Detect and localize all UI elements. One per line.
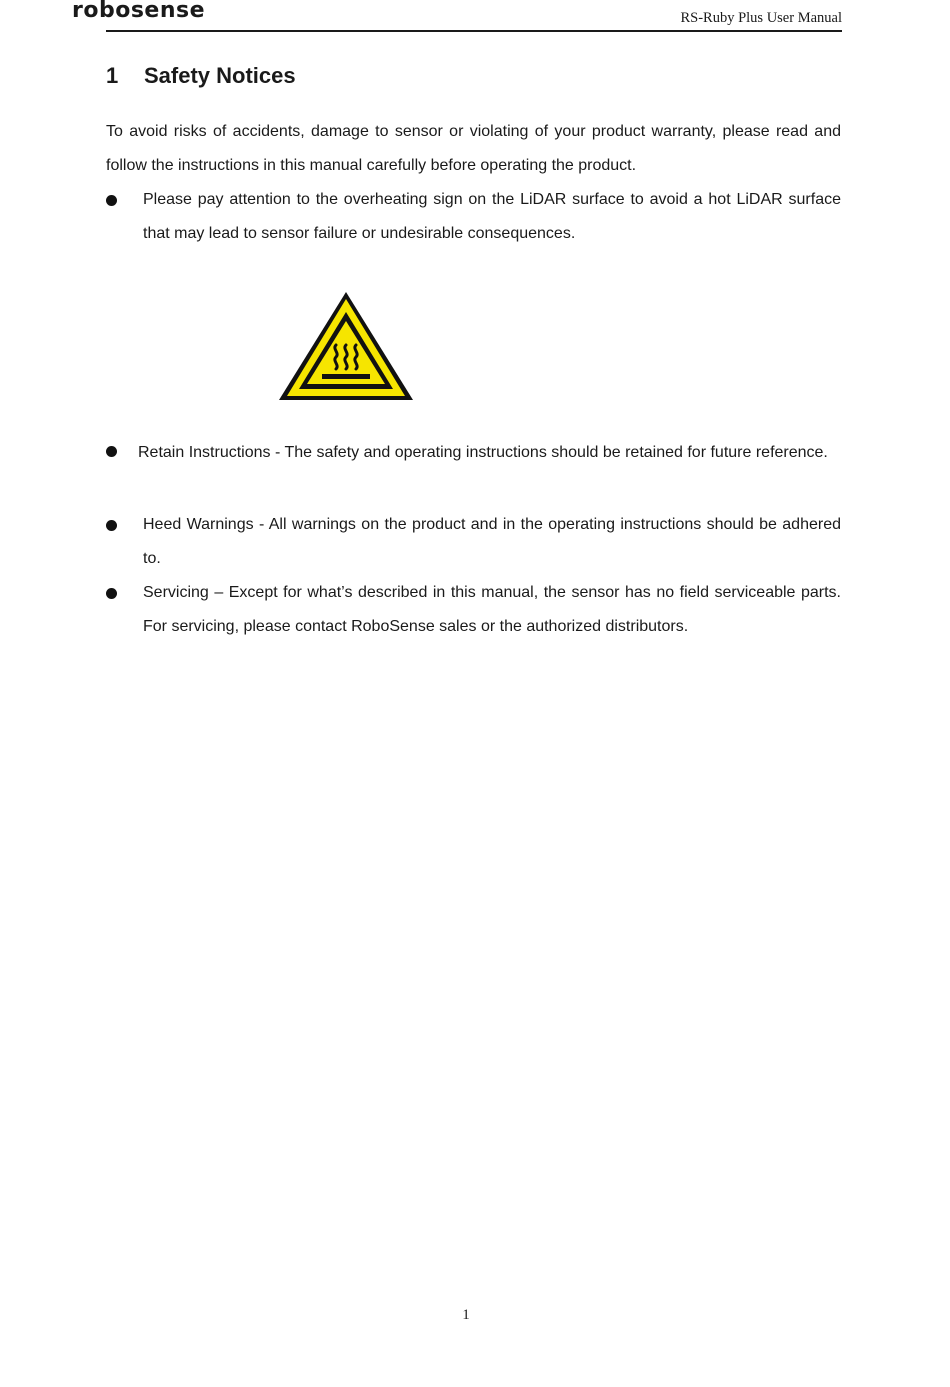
bullet-overheating: Please pay attention to the overheating sign on the LiDAR surface to avoid a hot LiDAR surface that may lead to sensor failure or undesirable consequences. xyxy=(143,191,841,242)
bullet-dot xyxy=(106,520,117,531)
bullet-retain-instructions: Retain Instructions - The safety and operating instructions should be retained for future reference. xyxy=(138,444,828,461)
manual-title: RS-Ruby Plus User Manual xyxy=(680,10,842,26)
bullet-dot xyxy=(106,446,117,457)
section-title: Safety Notices xyxy=(144,63,296,88)
robosense-logo: robosense xyxy=(72,0,206,23)
intro-paragraph: To avoid risks of accidents, damage to sensor or violating of your product warranty, please read and follow the instructions in this manual carefully before operating the product. xyxy=(106,123,841,174)
section-heading xyxy=(106,63,296,89)
bullet-dot xyxy=(106,195,117,206)
header-divider xyxy=(106,30,842,32)
page-number: 1 xyxy=(462,1307,470,1323)
bullet-servicing: Servicing – Except for what’s described in this manual, the sensor has no field serviceable parts. For servicing, please contact RoboSense sales or the authorized distributors. xyxy=(143,584,841,635)
bullet-dot xyxy=(106,588,117,599)
bullet-heed-warnings: Heed Warnings - All warnings on the product and in the operating instructions should be adhered to. xyxy=(143,516,841,567)
section-number: 1 xyxy=(106,63,119,88)
hot-surface-warning-icon xyxy=(277,290,415,402)
